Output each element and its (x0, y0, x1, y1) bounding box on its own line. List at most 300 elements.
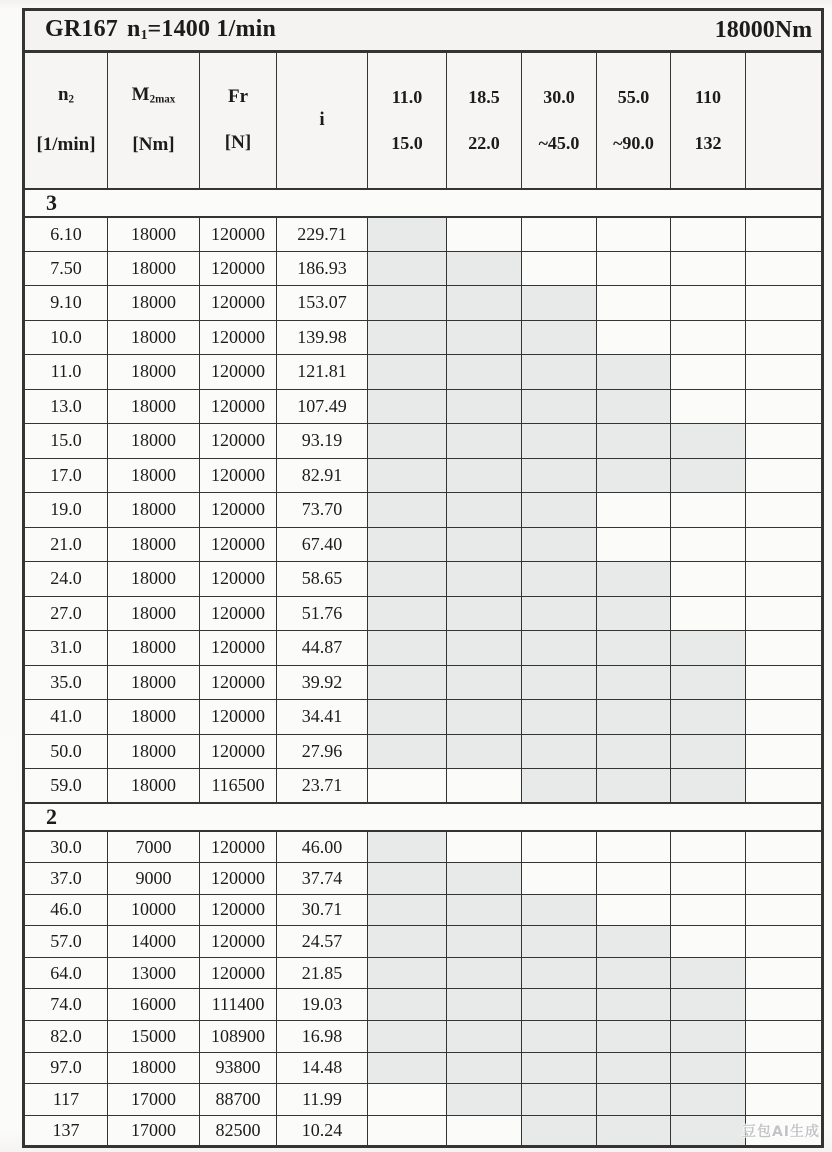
power-range-cell-shaded (368, 863, 447, 895)
power-range-cell (746, 355, 823, 390)
power-range-cell-shaded (522, 389, 597, 424)
power-range-cell (671, 389, 746, 424)
ratio-cell: 153.07 (277, 286, 368, 321)
n2-cell: 24.0 (24, 562, 108, 597)
power-range-cell (746, 1052, 823, 1084)
ratio-cell: 16.98 (277, 1021, 368, 1053)
m2max-cell: 18000 (108, 424, 200, 459)
fr-cell: 120000 (200, 217, 277, 252)
ratio-cell: 121.81 (277, 355, 368, 390)
col-header-power-3: 30.0 ~45.0 (522, 52, 597, 189)
power-range-cell-shaded (447, 1021, 522, 1053)
col-header-power-empty (746, 52, 823, 189)
power-range-cell (597, 493, 671, 528)
power-range-cell-shaded (447, 894, 522, 926)
n2-cell: 19.0 (24, 493, 108, 528)
n2-cell: 74.0 (24, 989, 108, 1021)
n2-cell: 46.0 (24, 894, 108, 926)
ratio-cell: 46.00 (277, 831, 368, 863)
m2max-cell: 18000 (108, 389, 200, 424)
fr-cell: 120000 (200, 389, 277, 424)
power-range-cell-shaded (368, 217, 447, 252)
table-row (24, 596, 823, 631)
n2-symbol: n (57, 84, 69, 106)
power-range-cell-shaded (597, 734, 671, 769)
n2-cell: 57.0 (24, 926, 108, 958)
power-range-cell-shaded (368, 665, 447, 700)
ratio-cell: 93.19 (277, 424, 368, 459)
n2-cell: 17.0 (24, 458, 108, 493)
fr-cell: 120000 (200, 355, 277, 390)
power-range-cell-shaded (447, 863, 522, 895)
power-range-cell-shaded (368, 596, 447, 631)
power-range-cell (522, 831, 597, 863)
ratio-cell: 11.99 (277, 1084, 368, 1116)
table-row (24, 863, 823, 895)
power-range-cell-shaded (671, 700, 746, 735)
power-range-cell-shaded (368, 320, 447, 355)
power-range-cell-shaded (522, 700, 597, 735)
ratio-cell: 27.96 (277, 734, 368, 769)
n2-cell: 9.10 (24, 286, 108, 321)
power-range-cell (597, 831, 671, 863)
power-range-cell-shaded (368, 1021, 447, 1053)
power-range-cell-shaded (368, 734, 447, 769)
power-range-cell-shaded (597, 957, 671, 989)
ratio-cell: 30.71 (277, 894, 368, 926)
table-row (24, 700, 823, 735)
title-cell (24, 10, 823, 52)
power-range-cell-shaded (671, 734, 746, 769)
m2max-cell: 10000 (108, 894, 200, 926)
power-range-cell (746, 1021, 823, 1053)
power-range-cell (368, 1115, 447, 1147)
power-range-cell-shaded (597, 631, 671, 666)
power-range-cell-shaded (522, 665, 597, 700)
power-range-cell-shaded (597, 424, 671, 459)
table-row (24, 458, 823, 493)
power-range-cell-shaded (447, 458, 522, 493)
n2-subscript: 2 (68, 93, 75, 106)
power-range-cell-shaded (368, 957, 447, 989)
power-range-cell (671, 527, 746, 562)
power-range-cell-shaded (522, 355, 597, 390)
power-range-cell (671, 596, 746, 631)
ratio-cell: 21.85 (277, 957, 368, 989)
ratio-cell: 39.92 (277, 665, 368, 700)
m2max-symbol: M (131, 84, 150, 106)
power-range-cell (597, 320, 671, 355)
m2max-subscript: 2max (149, 93, 176, 106)
fr-symbol: Fr (227, 86, 249, 108)
fr-cell: 120000 (200, 957, 277, 989)
table-row (24, 493, 823, 528)
ratio-cell: 23.71 (277, 769, 368, 804)
power-range-cell (671, 863, 746, 895)
table-row (24, 831, 823, 863)
n2-unit: [1/min] (36, 134, 96, 156)
power-range-cell (597, 251, 671, 286)
power-range-cell (597, 527, 671, 562)
n1-value: =1400 1/min (147, 16, 277, 43)
power-range-cell-shaded (522, 631, 597, 666)
col-header-power-5: 110 132 (671, 52, 746, 189)
power-range-cell-shaded (522, 1021, 597, 1053)
fr-unit: [N] (224, 132, 252, 154)
fr-cell: 116500 (200, 769, 277, 804)
m2max-cell: 18000 (108, 734, 200, 769)
power-range-cell (746, 665, 823, 700)
fr-cell: 120000 (200, 665, 277, 700)
power-range-cell (746, 424, 823, 459)
table-row (24, 320, 823, 355)
m2max-cell: 18000 (108, 631, 200, 666)
power-range-cell-shaded (597, 926, 671, 958)
col-header-fr (200, 52, 277, 189)
power-range-cell (746, 251, 823, 286)
power-range-cell-shaded (522, 734, 597, 769)
power-range-cell-shaded (522, 1115, 597, 1147)
fr-cell: 120000 (200, 700, 277, 735)
power-range-cell (671, 926, 746, 958)
ai-watermark: 豆包AI生成 (741, 1124, 820, 1140)
ratio-cell: 51.76 (277, 596, 368, 631)
model-code: GR167 (45, 16, 118, 43)
section-band (24, 189, 823, 217)
power-range-cell (447, 217, 522, 252)
power-range-cell-shaded (447, 527, 522, 562)
power-range-cell-shaded (447, 355, 522, 390)
col-header-power-2: 18.5 22.0 (447, 52, 522, 189)
power-range-cell (671, 562, 746, 597)
table-row (24, 251, 823, 286)
power-range-cell (746, 458, 823, 493)
m2max-cell: 18000 (108, 320, 200, 355)
fr-cell: 120000 (200, 926, 277, 958)
m2max-cell: 18000 (108, 700, 200, 735)
fr-cell: 120000 (200, 863, 277, 895)
power-range-cell (368, 769, 447, 804)
power-range-cell-shaded (368, 1052, 447, 1084)
power-range-cell-shaded (447, 989, 522, 1021)
col-header-i (277, 52, 368, 189)
m2max-cell: 18000 (108, 286, 200, 321)
table-row (24, 1115, 823, 1147)
n2-cell: 97.0 (24, 1052, 108, 1084)
power-range-cell (447, 831, 522, 863)
power-range-cell (746, 286, 823, 321)
fr-cell: 93800 (200, 1052, 277, 1084)
power-range-cell-shaded (368, 989, 447, 1021)
fr-cell: 108900 (200, 1021, 277, 1053)
fr-cell: 120000 (200, 424, 277, 459)
power-range-cell (746, 1084, 823, 1116)
m2max-cell: 18000 (108, 665, 200, 700)
power-range-cell-shaded (597, 1052, 671, 1084)
power-range-cell-shaded (368, 631, 447, 666)
fr-cell: 120000 (200, 734, 277, 769)
m2max-cell: 13000 (108, 957, 200, 989)
n2-cell: 117 (24, 1084, 108, 1116)
ratio-cell: 73.70 (277, 493, 368, 528)
power-range-cell (447, 1115, 522, 1147)
power-range-cell-shaded (447, 665, 522, 700)
power-range-cell-shaded (522, 957, 597, 989)
table-row (24, 665, 823, 700)
m2max-cell: 18000 (108, 355, 200, 390)
power-range-cell-shaded (368, 424, 447, 459)
n2-cell: 59.0 (24, 769, 108, 804)
power-range-cell-shaded (671, 424, 746, 459)
n2-cell: 7.50 (24, 251, 108, 286)
power-range-cell-shaded (597, 389, 671, 424)
n2-cell: 27.0 (24, 596, 108, 631)
power-range-cell-shaded (368, 251, 447, 286)
table-row (24, 989, 823, 1021)
power-range-cell-shaded (368, 286, 447, 321)
i-symbol: i (319, 109, 325, 131)
power-range-cell-shaded (597, 1115, 671, 1147)
ratio-cell: 107.49 (277, 389, 368, 424)
power-range-cell-shaded (447, 286, 522, 321)
power-range-cell-shaded (671, 631, 746, 666)
n2-cell: 6.10 (24, 217, 108, 252)
column-header-row (24, 52, 823, 189)
ratio-cell: 14.48 (277, 1052, 368, 1084)
power-range-cell-shaded (597, 665, 671, 700)
m2max-cell: 17000 (108, 1115, 200, 1147)
power-range-cell (522, 251, 597, 286)
power-range-cell (671, 831, 746, 863)
ratio-cell: 19.03 (277, 989, 368, 1021)
power-range-cell-shaded (447, 424, 522, 459)
power-range-cell-shaded (447, 631, 522, 666)
ratio-cell: 58.65 (277, 562, 368, 597)
power-range-cell-shaded (522, 894, 597, 926)
fr-cell: 120000 (200, 596, 277, 631)
table-row (24, 389, 823, 424)
n1-subscript: 1 (140, 28, 148, 44)
power-range-cell-shaded (522, 458, 597, 493)
m2max-cell: 14000 (108, 926, 200, 958)
power-range-cell (597, 863, 671, 895)
table-row (24, 355, 823, 390)
power-range-cell (746, 894, 823, 926)
table-row (24, 926, 823, 958)
table-row (24, 957, 823, 989)
power-range-cell (746, 957, 823, 989)
m2max-cell: 18000 (108, 596, 200, 631)
n2-cell: 13.0 (24, 389, 108, 424)
m2max-cell: 9000 (108, 863, 200, 895)
n2-cell: 35.0 (24, 665, 108, 700)
n2-cell: 50.0 (24, 734, 108, 769)
n2-cell: 21.0 (24, 527, 108, 562)
power-range-cell (746, 989, 823, 1021)
power-range-cell-shaded (671, 989, 746, 1021)
power-range-cell-shaded (447, 700, 522, 735)
fr-cell: 120000 (200, 527, 277, 562)
col-header-power-1: 11.0 15.0 (368, 52, 447, 189)
table-row (24, 424, 823, 459)
ratio-cell: 186.93 (277, 251, 368, 286)
power-range-cell-shaded (671, 1052, 746, 1084)
power-range-cell-shaded (522, 320, 597, 355)
m2max-unit: [Nm] (132, 134, 175, 156)
col-header-m2max (108, 52, 200, 189)
power-range-cell (522, 863, 597, 895)
power-range-cell-shaded (522, 1084, 597, 1116)
table-row (24, 1052, 823, 1084)
section-label: 3 (24, 189, 823, 217)
power-range-cell (746, 562, 823, 597)
n2-cell: 82.0 (24, 1021, 108, 1053)
power-range-cell-shaded (447, 562, 522, 597)
power-range-cell (746, 596, 823, 631)
col-header-n2 (24, 52, 108, 189)
power-range-cell-shaded (447, 1052, 522, 1084)
ratio-cell: 67.40 (277, 527, 368, 562)
m2max-cell: 18000 (108, 527, 200, 562)
gear-spec-table (22, 8, 824, 1148)
power-range-cell-shaded (671, 1115, 746, 1147)
power-range-cell (597, 217, 671, 252)
power-range-cell-shaded (597, 1084, 671, 1116)
fr-cell: 120000 (200, 286, 277, 321)
m2max-cell: 15000 (108, 1021, 200, 1053)
power-range-cell-shaded (597, 458, 671, 493)
ratio-cell: 139.98 (277, 320, 368, 355)
section-band (24, 803, 823, 831)
power-range-cell-shaded (447, 320, 522, 355)
table-row (24, 527, 823, 562)
table-row (24, 562, 823, 597)
table-row (24, 217, 823, 252)
table-row (24, 1084, 823, 1116)
power-range-cell (597, 894, 671, 926)
fr-cell: 111400 (200, 989, 277, 1021)
ratio-cell: 37.74 (277, 863, 368, 895)
m2max-cell: 18000 (108, 493, 200, 528)
power-range-cell-shaded (447, 596, 522, 631)
ratio-cell: 44.87 (277, 631, 368, 666)
n2-cell: 30.0 (24, 831, 108, 863)
power-range-cell-shaded (522, 926, 597, 958)
ratio-cell: 24.57 (277, 926, 368, 958)
power-range-cell-shaded (368, 493, 447, 528)
power-range-cell-shaded (597, 989, 671, 1021)
m2max-cell: 18000 (108, 217, 200, 252)
fr-cell: 120000 (200, 251, 277, 286)
power-range-cell-shaded (597, 1021, 671, 1053)
fr-cell: 120000 (200, 631, 277, 666)
power-range-cell (746, 700, 823, 735)
power-range-cell (671, 355, 746, 390)
power-range-cell (671, 217, 746, 252)
fr-cell: 88700 (200, 1084, 277, 1116)
fr-cell: 120000 (200, 458, 277, 493)
power-range-cell-shaded (671, 1021, 746, 1053)
power-range-cell (746, 217, 823, 252)
power-range-cell-shaded (671, 458, 746, 493)
power-range-cell (746, 734, 823, 769)
power-range-cell-shaded (522, 286, 597, 321)
n2-cell: 137 (24, 1115, 108, 1147)
m2max-cell: 16000 (108, 989, 200, 1021)
power-range-cell-shaded (368, 700, 447, 735)
power-range-cell (746, 863, 823, 895)
power-range-cell-shaded (368, 562, 447, 597)
power-range-cell (671, 894, 746, 926)
fr-cell: 120000 (200, 831, 277, 863)
n2-cell: 64.0 (24, 957, 108, 989)
m2max-cell: 18000 (108, 1052, 200, 1084)
power-range-cell-shaded (447, 493, 522, 528)
spec-table (22, 8, 824, 1148)
power-range-cell-shaded (447, 1084, 522, 1116)
power-range-cell-shaded (447, 389, 522, 424)
power-range-cell-shaded (368, 831, 447, 863)
title-row (24, 10, 823, 52)
power-range-cell-shaded (671, 957, 746, 989)
power-range-cell (746, 493, 823, 528)
m2max-cell: 18000 (108, 458, 200, 493)
table-row (24, 631, 823, 666)
section-label: 2 (24, 803, 823, 831)
m2max-cell: 18000 (108, 562, 200, 597)
power-range-cell-shaded (447, 734, 522, 769)
power-range-cell-shaded (447, 251, 522, 286)
table-row (24, 1021, 823, 1053)
fr-cell: 120000 (200, 320, 277, 355)
power-range-cell-shaded (597, 596, 671, 631)
ratio-cell: 10.24 (277, 1115, 368, 1147)
col-header-power-4: 55.0 ~90.0 (597, 52, 671, 189)
power-range-cell-shaded (368, 355, 447, 390)
fr-cell: 120000 (200, 493, 277, 528)
power-range-cell (522, 217, 597, 252)
power-range-cell (671, 320, 746, 355)
power-range-cell (368, 1084, 447, 1116)
power-range-cell-shaded (522, 596, 597, 631)
power-range-cell-shaded (597, 562, 671, 597)
ratio-cell: 82.91 (277, 458, 368, 493)
table-row (24, 286, 823, 321)
power-range-cell (746, 831, 823, 863)
power-range-cell (447, 769, 522, 804)
power-range-cell (746, 389, 823, 424)
n2-cell: 15.0 (24, 424, 108, 459)
power-range-cell-shaded (522, 769, 597, 804)
power-range-cell-shaded (597, 769, 671, 804)
m2max-cell: 7000 (108, 831, 200, 863)
power-range-cell-shaded (522, 527, 597, 562)
power-range-cell (746, 527, 823, 562)
power-range-cell-shaded (522, 562, 597, 597)
power-range-cell (597, 286, 671, 321)
fr-cell: 120000 (200, 894, 277, 926)
ratio-cell: 229.71 (277, 217, 368, 252)
n1-symbol: n (127, 16, 141, 43)
power-range-cell-shaded (597, 700, 671, 735)
fr-cell: 120000 (200, 562, 277, 597)
table-title (45, 16, 276, 44)
power-range-cell-shaded (368, 389, 447, 424)
power-range-cell-shaded (597, 355, 671, 390)
power-range-cell (746, 631, 823, 666)
power-range-cell-shaded (368, 527, 447, 562)
power-range-cell-shaded (671, 665, 746, 700)
